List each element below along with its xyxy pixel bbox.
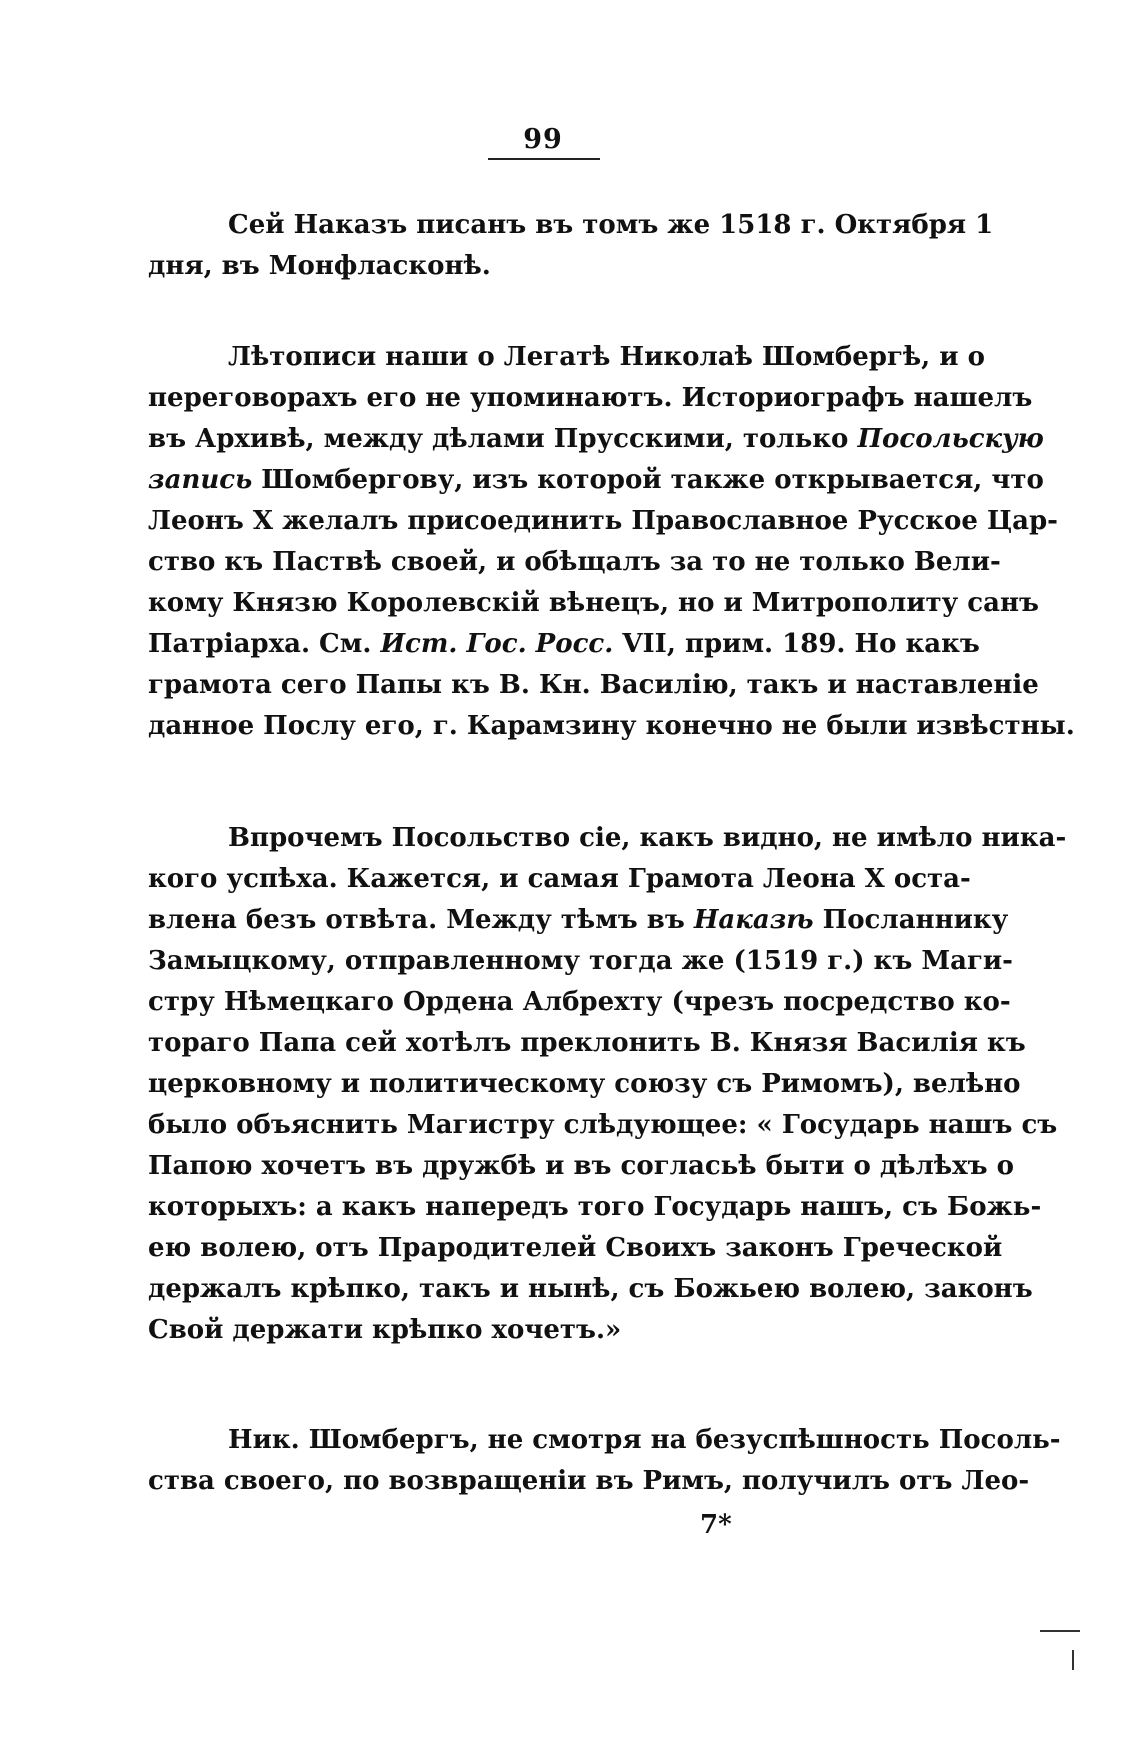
text-line: стру Нѣмецкаго Ордена Албрехту (чрезъ посредство ко- bbox=[148, 987, 1011, 1017]
paragraph-4 bbox=[148, 1420, 1061, 1502]
text-line bbox=[148, 624, 980, 665]
text-line: кого успѣха. Кажется, и самая Грамота Леона X оста- bbox=[148, 864, 971, 894]
text-line: дня, въ Монфласконѣ. bbox=[148, 251, 491, 281]
text-segment: Шомбергову, изъ которой также открывается, что bbox=[261, 465, 1044, 495]
italic-reference: Ист. Гос. Росс. bbox=[380, 629, 614, 659]
text-line: Ник. Шомбергъ, не смотря на безуспѣшность Посоль- bbox=[228, 1425, 1061, 1455]
text-line: Свой держати крѣпко хочетъ.» bbox=[148, 1315, 622, 1345]
text-segment: влена безъ отвѣта. Между тѣмъ въ bbox=[148, 905, 694, 935]
text-segment: Посланнику bbox=[813, 905, 1009, 935]
text-line: данное Послу его, г. Карамзину конечно не были извѣстны. bbox=[148, 711, 1075, 741]
text-segment: VII, прим. 189. Но какъ bbox=[613, 629, 980, 659]
text-line bbox=[148, 419, 1044, 460]
paragraph-3 bbox=[148, 818, 1067, 1351]
text-line: Замыцкому, отправленному тогда же (1519 г.) къ Маги- bbox=[148, 946, 1013, 976]
text-line: было объяснить Магистру слѣдующее: « Государь нашъ съ bbox=[148, 1110, 1058, 1140]
text-line: грамота сего Папы къ В. Кн. Василію, такъ и наставленіе bbox=[148, 670, 1039, 700]
text-line bbox=[148, 900, 1009, 941]
text-line: Папою хочетъ въ дружбѣ и въ согласьѣ быти о дѣлѣхъ о bbox=[148, 1151, 1014, 1181]
text-line: переговорахъ его не упоминаютъ. Историографъ нашелъ bbox=[148, 383, 1033, 413]
text-line bbox=[148, 460, 1044, 501]
text-line: ею волею, отъ Прародителей Своихъ законъ Греческой bbox=[148, 1233, 1003, 1263]
text-segment: Патріарха. См. bbox=[148, 629, 381, 659]
scan-edge-mark bbox=[1040, 1630, 1080, 1632]
text-line: Впрочемъ Посольство сіе, какъ видно, не имѣло ника- bbox=[228, 823, 1067, 853]
text-segment: въ Архивѣ, между дѣлами Прусскими, только bbox=[148, 424, 858, 454]
text-line: кому Князю Королевскій вѣнецъ, но и Митрополиту санъ bbox=[148, 588, 1039, 618]
italic-title: Наказѣ bbox=[693, 905, 814, 935]
paragraph-2 bbox=[148, 337, 1075, 747]
scan-edge-mark bbox=[1072, 1650, 1074, 1670]
text-line: ства своего, по возвращеніи въ Римъ, получилъ отъ Лео- bbox=[148, 1466, 1030, 1496]
text-line: тораго Папа сей хотѣлъ преклонить В. Князя Василія къ bbox=[148, 1028, 1026, 1058]
text-line: церковному и политическому союзу съ Римомъ), велѣно bbox=[148, 1069, 1021, 1099]
text-line: ство къ Паствѣ своей, и обѣщалъ за то не только Вели- bbox=[148, 547, 1001, 577]
italic-title: запись bbox=[148, 465, 253, 495]
page-number-rule bbox=[488, 158, 600, 160]
text-line: которыхъ: а какъ напередъ того Государь нашъ, съ Божь- bbox=[148, 1192, 1042, 1222]
text-line: Сей Наказъ писанъ въ томъ же 1518 г. Октября 1 bbox=[228, 210, 994, 240]
paragraph-1 bbox=[148, 205, 994, 287]
page-number: 99 bbox=[523, 124, 563, 155]
text-line: держалъ крѣпко, такъ и нынѣ, съ Божьею волею, законъ bbox=[148, 1274, 1033, 1304]
text-line: Леонъ X желалъ присоединить Православное Русское Цар- bbox=[148, 506, 1058, 536]
signature-mark: 7* bbox=[700, 1510, 732, 1540]
text-line: Лѣтописи наши о Легатѣ Николаѣ Шомбергѣ, и о bbox=[228, 342, 985, 372]
italic-title: Посольскую bbox=[857, 424, 1044, 454]
